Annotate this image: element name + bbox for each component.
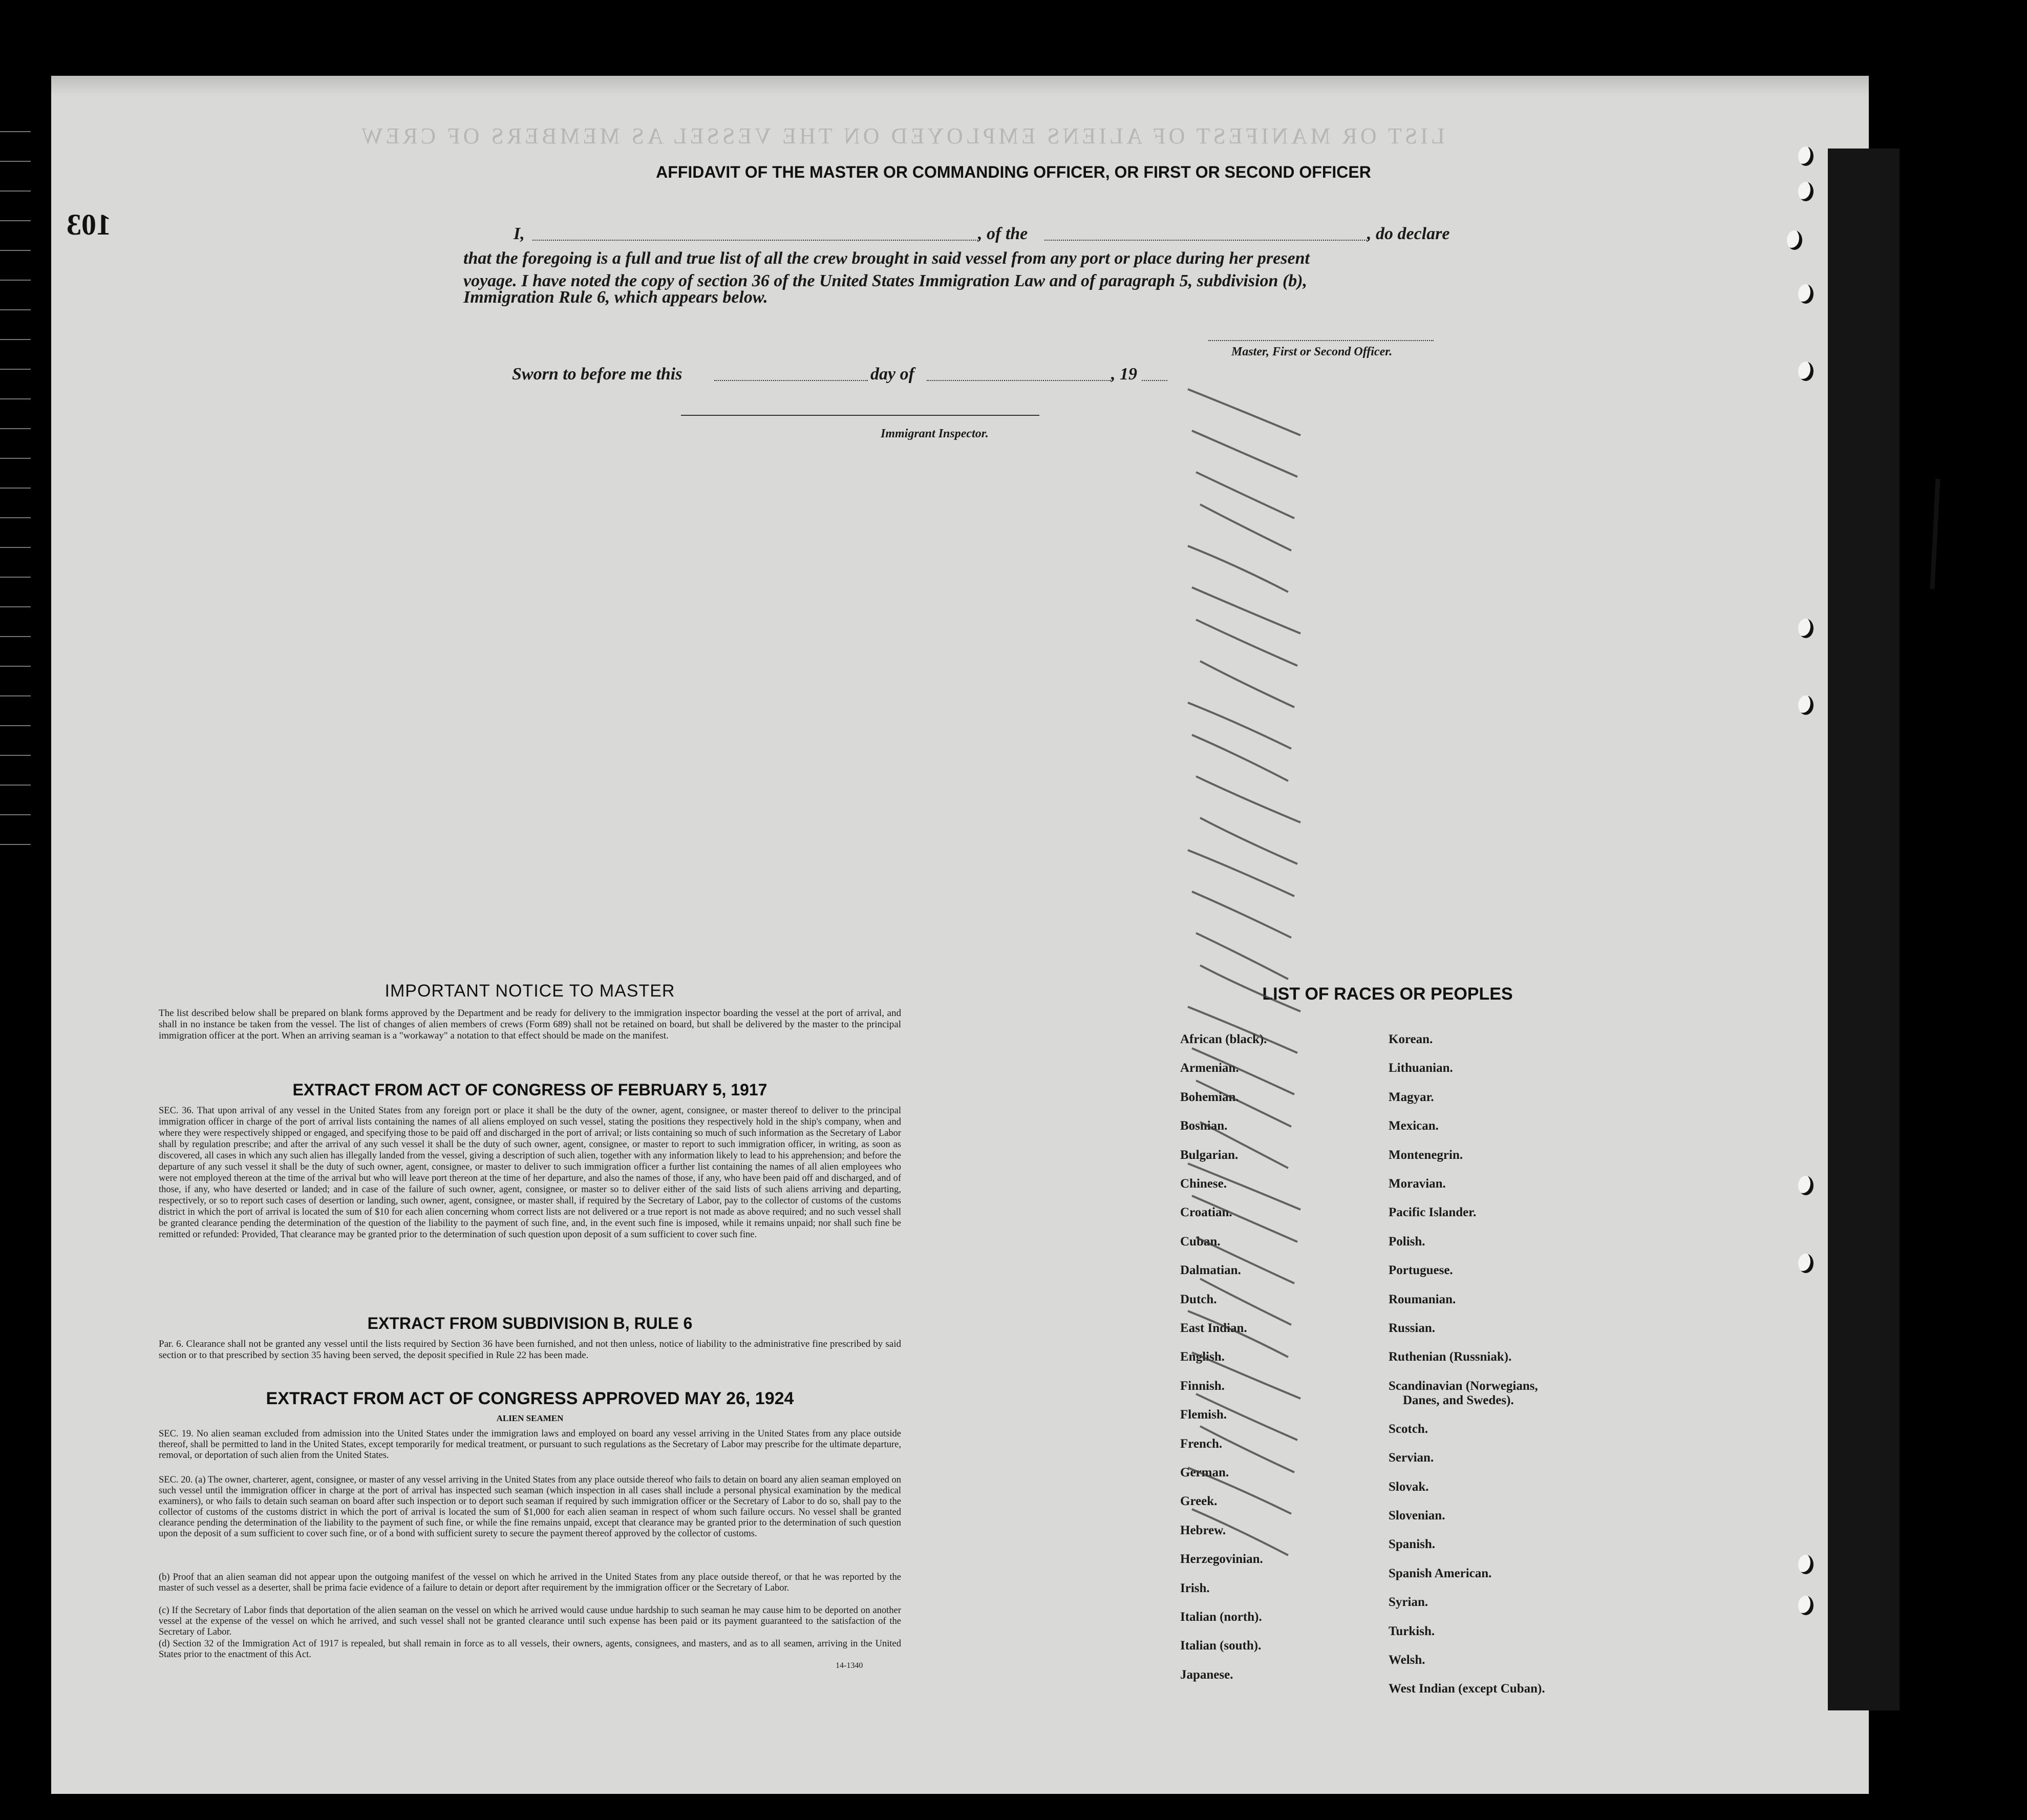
race-item: Syrian. <box>1389 1595 1428 1610</box>
punch-hole <box>1798 1254 1813 1273</box>
race-item: Spanish. <box>1389 1537 1436 1552</box>
race-item: Scandinavian (Norwegians, <box>1389 1379 1538 1393</box>
race-item: Mexican. <box>1389 1119 1439 1133</box>
pencil-tick-marks <box>1178 379 1341 1659</box>
vessel-name-field[interactable] <box>1044 240 1367 241</box>
extract-1924-sec20d: (d) Section 32 of the Immigration Act of 1917 is repealed, but shall remain in force as to all vessels, their owners, agents, consignees, and masters, and as to all seamen, arriving in the United States prior to the enactment of this Act. <box>159 1639 901 1660</box>
race-item: Korean. <box>1389 1032 1433 1046</box>
race-item: Russian. <box>1389 1321 1436 1335</box>
pen-mark <box>1925 476 1946 594</box>
race-item: Polish. <box>1389 1234 1425 1248</box>
race-item: Roumanian. <box>1389 1292 1456 1306</box>
race-item: Spanish American. <box>1389 1566 1492 1580</box>
punch-hole <box>1787 230 1802 250</box>
inspector-signature-label: Immigrant Inspector. <box>881 427 989 440</box>
race-item: Welsh. <box>1389 1653 1425 1667</box>
race-item: Italian (north). <box>1180 1610 1262 1624</box>
race-item: Croatian. <box>1180 1205 1232 1220</box>
affidavit-i-label: I, <box>514 224 525 243</box>
race-item: Pacific Islander. <box>1389 1205 1477 1220</box>
extract-1924-title: EXTRACT FROM ACT OF CONGRESS APPROVED MAY 26, 1924 <box>266 1389 794 1408</box>
punch-hole <box>1798 1176 1813 1195</box>
page-number-stamp: 103 <box>67 208 111 241</box>
background-ledger-edge <box>0 102 31 871</box>
notice-title: IMPORTANT NOTICE TO MASTER <box>385 981 675 1001</box>
race-item: Turkish. <box>1389 1624 1435 1638</box>
race-item: Ruthenian (Russniak). <box>1389 1350 1512 1364</box>
race-item: German. <box>1180 1466 1229 1479</box>
master-signature-field[interactable] <box>1208 340 1434 341</box>
race-item: Greek. <box>1180 1494 1218 1509</box>
race-item: East Indian. <box>1180 1321 1247 1335</box>
sworn-month-field[interactable] <box>927 380 1111 381</box>
page-edge-shadow <box>1828 149 1900 1710</box>
sworn-label: Sworn to before me this <box>512 365 682 384</box>
extract-rule6-title: EXTRACT FROM SUBDIVISION B, RULE 6 <box>367 1314 693 1332</box>
extract-1917-body: SEC. 36. That upon arrival of any vessel in the United States from any foreign port or place it shall be the duty of the owner, agent, consignee, or master thereof to deliver to the principal immigration officer in charge of the port of arrival lists containing the names of all aliens employed on such vessel, stating the positions they respectively hold in the ship's company, when and where they were respectively shipped or engaged, and specifying those to be paid off and discharged in the port of arrival; or lists containing so much of such information as the Secretary of Labor shall by regulation prescribe; and after the arrival of any such vessel it shall be the duty of such owner, agent, consignee, or master to report to such immigration officer, in writing, as soon as discovered, all cases in which any such alien has illegally landed from the vessel, giving a description of such alien, together with any information likely to lead to his apprehension; and before the departure of any such vessel it shall be the duty of such owner, agent, consignee, or master to deliver to such immigration officer a further list containing the names of all alien employees who were not employed thereon at the time of the arrival but who will leave port thereon at the time of her departure, and also the names of those, if any, who have been paid off and discharged, and of those, if any, who have deserted or landed; and in case of the failure of such owner, agent, consignee, or master so to deliver either of the said lists of such aliens arriving and departing, respectively, or so to report such cases of desertion or landing, such owner, agent, consignee, or master shall, if required by the Secretary of Labor, pay to the collector of customs of the customs district in which the port of arrival is located the sum of $10 for each alien concerning whom correct lists are not delivered or a true report is not made as above required; and no such vessel shall be granted clearance pending the determination of the question of the liability to the payment of such fine, and, in the event such fine is imposed, while it remains unpaid; nor shall such fine be remitted or refunded: Provided, That clearance may be granted prior to the determination of such question upon deposit of a sum sufficient to cover such fine. <box>159 1106 901 1240</box>
punch-hole <box>1798 695 1813 715</box>
inspector-signature-line[interactable] <box>681 415 1039 416</box>
extract-1917-title: EXTRACT FROM ACT OF CONGRESS OF FEBRUARY 5, 1917 <box>292 1081 767 1099</box>
race-item: English. <box>1180 1350 1225 1364</box>
race-item: Servian. <box>1389 1451 1434 1465</box>
extract-1924-sec19: SEC. 19. No alien seaman excluded from admission into the United States under the immigration laws and employed on board any vessel arriving in the United States from any place outside thereof, shall be permitted to land in the United States, except temporarily for medical treatment, or pursuant to such regulations as the Secretary of Labor may prescribe for the ultimate departure, removal, or deportation of such alien from the United States. <box>159 1429 901 1461</box>
race-item: Chinese. <box>1180 1177 1227 1191</box>
race-item: Scotch. <box>1389 1422 1428 1436</box>
punch-hole <box>1798 362 1813 381</box>
punch-hole <box>1798 182 1813 201</box>
punch-hole <box>1798 284 1813 304</box>
race-item: West Indian (except Cuban). <box>1389 1682 1545 1696</box>
extract-1924-subtitle: ALIEN SEAMEN <box>496 1413 564 1423</box>
race-item: Slovak. <box>1389 1479 1429 1494</box>
affidavit-of-the: , of the <box>978 224 1028 243</box>
affidavit-title: AFFIDAVIT OF THE MASTER OR COMMANDING OFFICER, OR FIRST OR SECOND OFFICER <box>656 163 1371 181</box>
race-item: Portuguese. <box>1389 1263 1453 1278</box>
race-item: French. <box>1180 1436 1223 1451</box>
extract-1924-sec20a: SEC. 20. (a) The owner, charterer, agent, consignee, or master of any vessel arriving in the United States from any place outside thereof who fails to detain on board any alien seaman employed on such vessel until the immigration officer in charge at the port of arrival has inspected such seaman (which inspection in all cases shall include a personal physical examination by the medical examiners), or who fails to detain such seaman on board after such inspection or to deport such seaman if required by such immigration officer or the Secretary of Labor to do so, shall pay to the collector of customs of the customs district in which the port of arrival is located the sum of $1,000 for each alien seaman in respect of whom such failure occurs. No vessel shall be granted clearance pending the determination of the liability to the payment of such fine, or while the fine remains unpaid, except that clearance may be granted prior to the determination of such question upon the deposit of a sum sufficient to cover such fine, or of a bond with sufficient surety to secure the payment thereof approved by the collector of customs. <box>159 1475 901 1539</box>
race-item: Cuban. <box>1180 1234 1221 1248</box>
race-item: Bulgarian. <box>1180 1148 1239 1162</box>
extract-1924-sec20b: (b) Proof that an alien seaman did not appear upon the outgoing manifest of the vessel on which he arrived in the United States from any place outside thereof, or that he was reported by the master of such vessel as a deserter, shall be prima facie evidence of a failure to detain or deport after requirement by the immigration officer or the Secretary of Labor. <box>159 1572 901 1593</box>
punch-hole <box>1798 1555 1813 1574</box>
affidavit-line-2: that the foregoing is a full and true list of all the crew brought in said vessel from any port or place during her present <box>463 249 1310 268</box>
sworn-year-field[interactable] <box>1142 380 1167 381</box>
punch-hole <box>1798 1596 1813 1615</box>
race-item: Montenegrin. <box>1389 1148 1463 1162</box>
year-label: , 19 <box>1111 365 1137 384</box>
bleed-through-text: LIST OR MANIFEST OF ALIENS EMPLOYED ON THE VESSEL AS MEMBERS OF CREW <box>358 123 1445 149</box>
race-item: Bosnian. <box>1180 1119 1228 1133</box>
race-item: Italian (south). <box>1180 1639 1262 1653</box>
race-item: Moravian. <box>1389 1177 1446 1191</box>
race-item: Dalmatian. <box>1180 1263 1241 1278</box>
race-item: Lithuanian. <box>1389 1061 1453 1075</box>
race-item: Slovenian. <box>1389 1509 1445 1522</box>
affidavit-line-3: voyage. I have noted the copy of section 36 of the United States Immigration Law and of paragraph 5, subdivision (b), <box>463 271 1308 290</box>
notice-body: The list described below shall be prepared on blank forms approved by the Department and be ready for delivery to the immigration inspector boarding the vessel at the port of arrival, and shall in no instance be taken from the vessel. The list of changes of alien members of crews (Form 689) shall not be retained on board, but shall be delivered by the master to the principal immigration officer at the port. When an arriving seaman is a "workaway" a notation to that effect should be made on the manifest. <box>159 1008 901 1041</box>
race-item: Danes, and Swedes). <box>1403 1393 1514 1407</box>
races-title: LIST OF RACES OR PEOPLES <box>1262 984 1513 1004</box>
race-item: Magyar. <box>1389 1090 1434 1104</box>
extract-1924-sec20c: (c) If the Secretary of Labor finds that deportation of the alien seaman on the vessel on which he arrived would cause undue hardship to such seaman he may cause him to be deported on another vessel at the expense of the vessel on which he arrived, and such vessel shall not be granted clearance until such expense has been paid or its payment guaranteed to the satisfaction of the Secretary of Labor. <box>159 1605 901 1637</box>
day-of-label: day of <box>870 365 914 384</box>
master-signature-label: Master, First or Second Officer. <box>1231 345 1393 358</box>
form-number: 14-1340 <box>836 1661 863 1670</box>
affidavit-line-4: Immigration Rule 6, which appears below. <box>463 288 768 307</box>
sworn-day-field[interactable] <box>714 380 868 381</box>
race-item: Irish. <box>1180 1581 1210 1595</box>
master-name-field[interactable] <box>532 240 978 241</box>
race-item: Herzegovinian. <box>1180 1552 1263 1567</box>
race-item: Armenian. <box>1180 1061 1239 1075</box>
race-item: Finnish. <box>1180 1379 1225 1393</box>
race-item: Hebrew. <box>1180 1523 1226 1537</box>
page-shadow <box>51 76 1869 96</box>
race-item: Japanese. <box>1180 1667 1233 1682</box>
race-item: Flemish. <box>1180 1408 1227 1422</box>
extract-rule6-body: Par. 6. Clearance shall not be granted any vessel until the lists required by Section 36 have been furnished, and not then unless, notice of liability to the administrative fine prescribed by said section or to that prescribed by section 35 having been served, the deposit specified in Rule 22 has been made. <box>159 1339 901 1361</box>
race-item: Dutch. <box>1180 1292 1217 1306</box>
affidavit-do-declare: , do declare <box>1367 224 1450 243</box>
race-item: African (black). <box>1180 1032 1267 1046</box>
race-item: Bohemian. <box>1180 1090 1239 1104</box>
punch-hole <box>1798 619 1813 638</box>
